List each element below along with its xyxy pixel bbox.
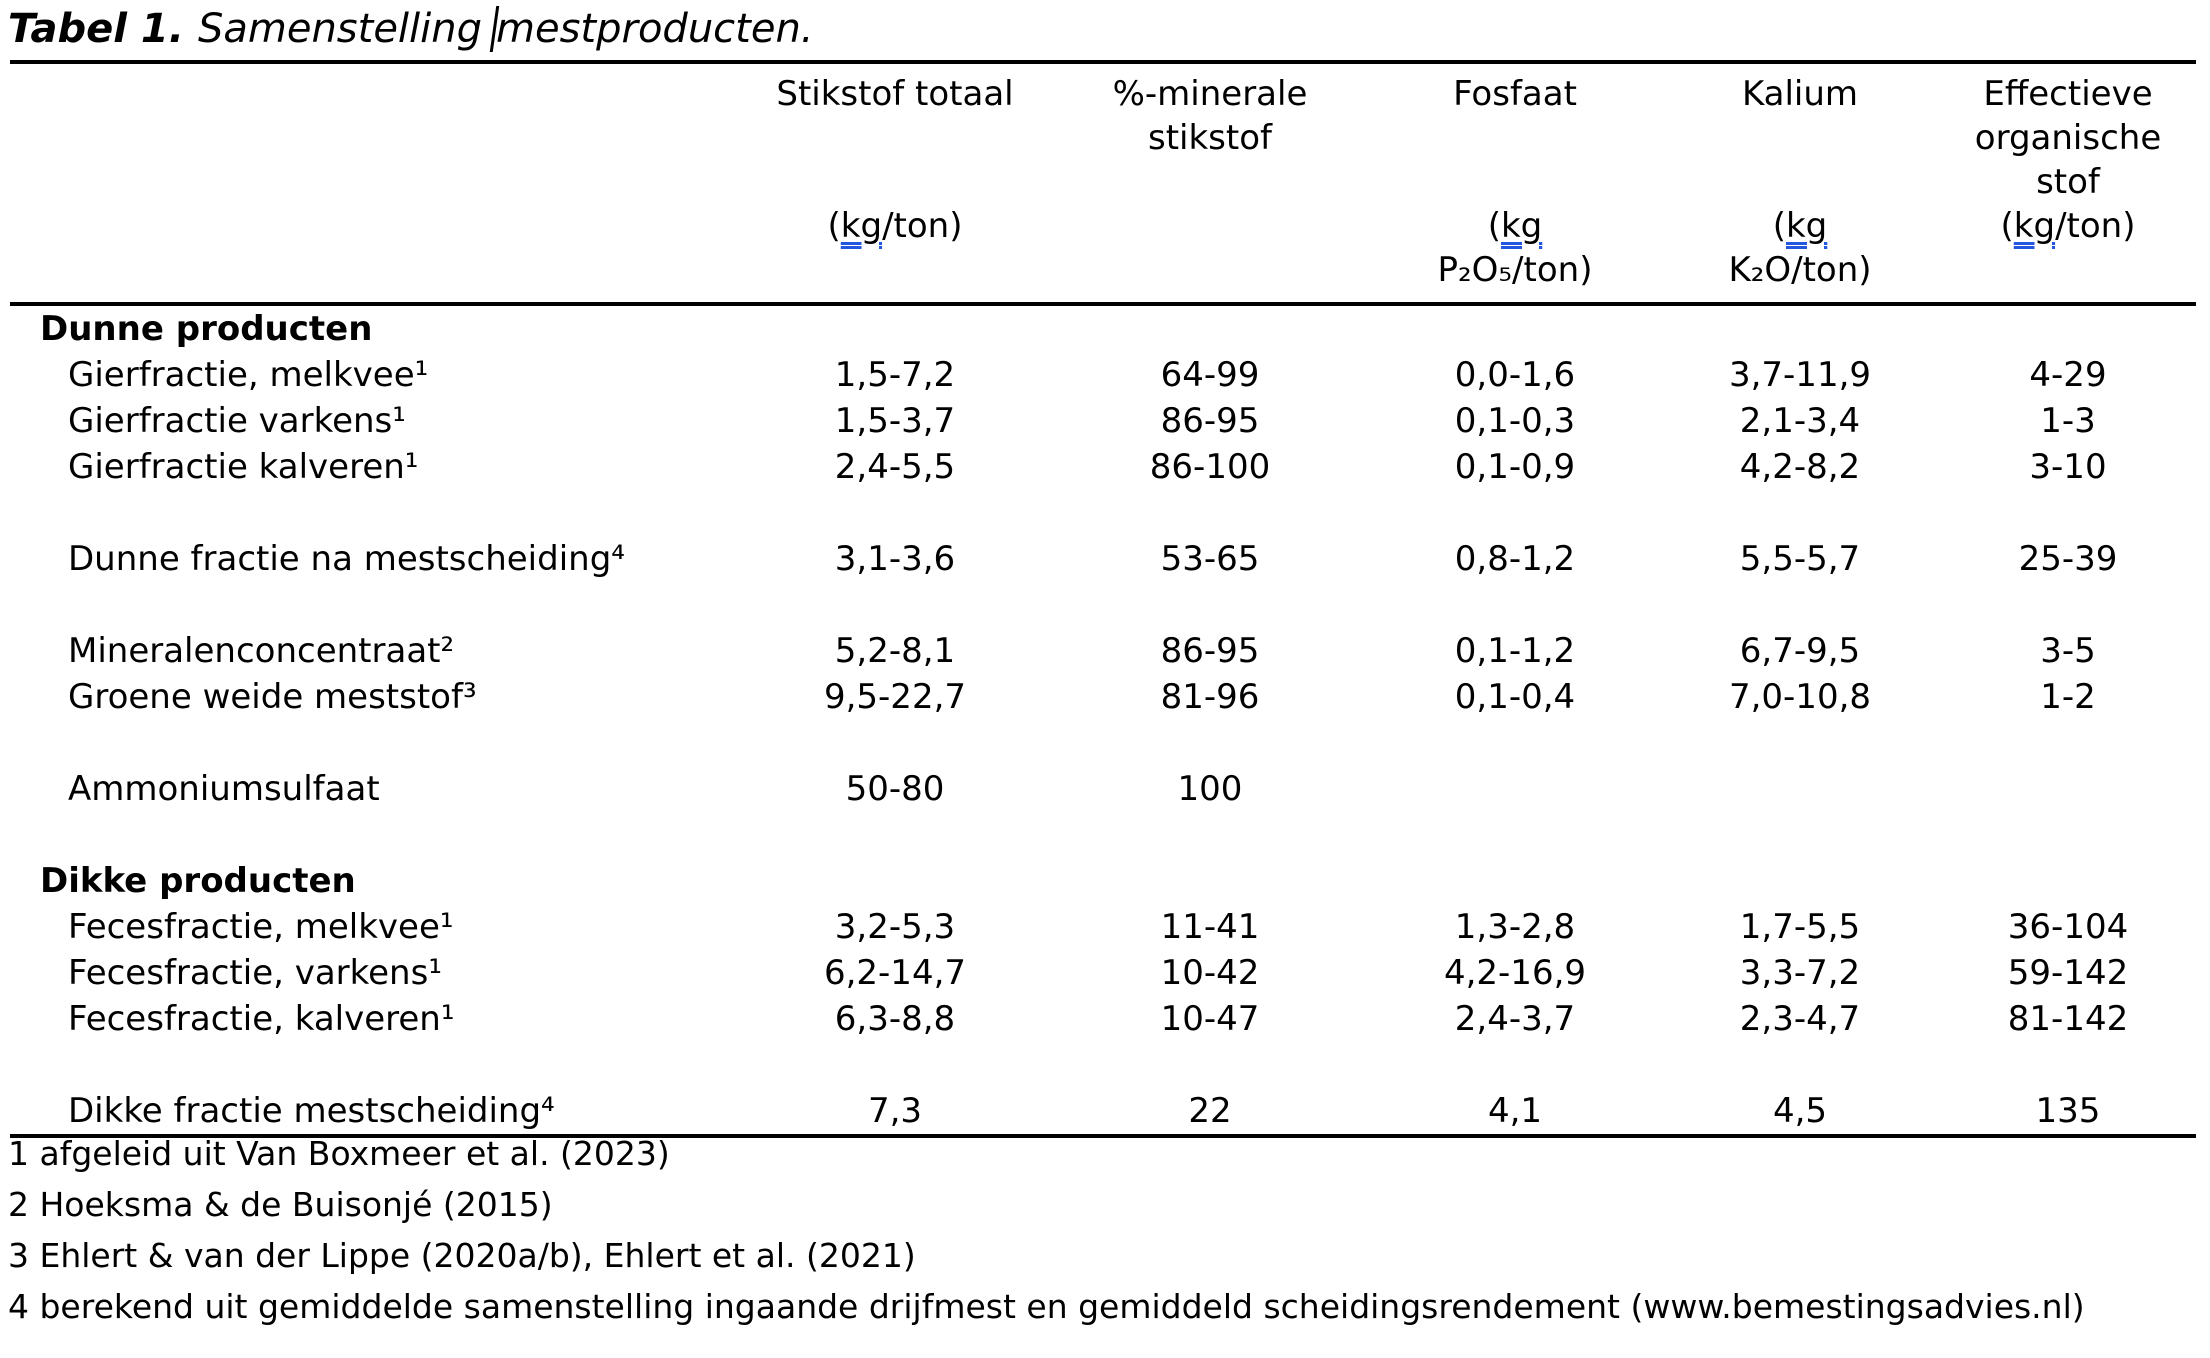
- value-cell: 0,1-0,9: [1454, 446, 1576, 487]
- row-label: Fecesfractie, varkens¹: [68, 952, 442, 993]
- column-unit: [1985, 204, 2151, 248]
- column-unit: [812, 204, 978, 248]
- empty-cells: [10, 1042, 2196, 1088]
- value-cell: 4,2-16,9: [1443, 952, 1587, 993]
- value-cell: 135: [1940, 1088, 2196, 1136]
- value-cell: 1,5-3,7: [834, 400, 956, 441]
- unit-text: (: [1487, 206, 1501, 246]
- column-header-minerale-stikstof: [1050, 62, 1370, 304]
- section-label: Dikke producten: [40, 860, 356, 901]
- row-label: Gierfractie varkens¹: [68, 400, 406, 441]
- column-unit: [1717, 204, 1883, 292]
- table-row: [10, 674, 2196, 720]
- table-row: [10, 766, 2196, 812]
- column-name: Kalium: [1741, 74, 1859, 114]
- row-label: Groene weide meststof³: [68, 676, 477, 717]
- spacer-row: [10, 720, 2196, 766]
- value-cell: 2,4-3,7: [1454, 998, 1576, 1039]
- column-header-effectieve-organische-stof: [1940, 62, 2196, 304]
- footnote-2: 2 Hoeksma & de Buisonjé (2015): [8, 1185, 553, 1224]
- value-cell: 1,5-7,2: [834, 354, 956, 395]
- value-cell: 10-47: [1160, 998, 1260, 1039]
- empty-cells: [10, 720, 2196, 766]
- value-cell: [1940, 766, 2196, 812]
- value-cell: 3,7-11,9: [1728, 354, 1872, 395]
- table-row: [10, 628, 2196, 674]
- value-cell: 7,3: [740, 1088, 1050, 1136]
- value-cell: 10-42: [1160, 952, 1260, 993]
- value-cell: 11-41: [1160, 906, 1260, 947]
- value-cell: 64-99: [1160, 354, 1260, 395]
- row-label: Ammoniumsulfaat: [68, 768, 380, 809]
- unit-text: (: [1772, 206, 1786, 246]
- value-cell: 3-10: [2029, 446, 2107, 487]
- row-label: Mineralenconcentraat²: [68, 630, 455, 671]
- value-cell: 36-104: [2007, 906, 2129, 947]
- value-cell: 2,1-3,4: [1739, 400, 1861, 441]
- value-cell: 1,7-5,5: [1739, 906, 1861, 947]
- section-row-dunne-producten: [10, 304, 2196, 352]
- value-cell: 1,3-2,8: [1454, 906, 1576, 947]
- section-label: Dunne producten: [40, 308, 373, 349]
- column-name: Stikstof totaal: [776, 74, 1014, 114]
- section-row-dikke-producten: [10, 858, 2196, 904]
- column-header-fosfaat: [1370, 62, 1660, 304]
- value-cell: 4,5: [1660, 1088, 1940, 1136]
- value-cell: 5,2-8,1: [834, 630, 956, 671]
- unit-text: (: [2000, 206, 2014, 246]
- row-label: Gierfractie kalveren¹: [68, 446, 419, 487]
- value-cell: 86-95: [1160, 630, 1260, 671]
- value-cell: 0,1-0,3: [1454, 400, 1576, 441]
- composition-table: [10, 60, 2196, 1138]
- value-cell: 5,5-5,7: [1739, 538, 1861, 579]
- empty-cells: [10, 582, 2196, 628]
- value-cell: [1660, 766, 1940, 812]
- spacer-row: [10, 582, 2196, 628]
- value-cell: 4-29: [2029, 354, 2107, 395]
- kg-grammar-underline: kg: [1500, 206, 1543, 246]
- value-cell: 59-142: [2007, 952, 2129, 993]
- footnotes: [8, 1128, 2085, 1332]
- unit-text: /ton): [882, 206, 963, 246]
- kg-grammar-underline: kg: [840, 206, 883, 246]
- value-cell: 6,2-14,7: [823, 952, 967, 993]
- value-cell: 0,1-0,4: [1454, 676, 1576, 717]
- spacer-row: [10, 812, 2196, 858]
- table-caption-text-after: mestproducten.: [496, 6, 814, 52]
- value-cell: 53-65: [1160, 538, 1260, 579]
- value-cell: 50-80: [845, 768, 945, 809]
- value-cell: 81-96: [1160, 676, 1260, 717]
- row-label: Gierfractie, melkvee¹: [68, 354, 429, 395]
- value-cell: 3,1-3,6: [834, 538, 956, 579]
- value-cell: 3,2-5,3: [834, 906, 956, 947]
- column-header-stikstof-totaal: [740, 62, 1050, 304]
- table-row: [10, 536, 2196, 582]
- value-cell: 4,1: [1370, 1088, 1660, 1136]
- row-label-column-header: [10, 62, 740, 304]
- row-label: Fecesfractie, melkvee¹: [68, 906, 454, 947]
- table-body: [10, 304, 2196, 1136]
- unit-text: P₂O₅/ton): [1437, 250, 1593, 290]
- column-name: %-minerale stikstof: [1112, 74, 1308, 158]
- value-cell: 6,7-9,5: [1739, 630, 1861, 671]
- footnote-4: 4 berekend uit gemiddelde samenstelling ingaande drijfmest en gemiddeld scheidingsrendement (www.bemestingsadvies.nl): [8, 1287, 2085, 1326]
- value-cell: 0,1-1,2: [1454, 630, 1576, 671]
- value-cell: 25-39: [2018, 538, 2118, 579]
- value-cell: 86-95: [1160, 400, 1260, 441]
- value-cell: 9,5-22,7: [823, 676, 967, 717]
- table-row: [10, 904, 2196, 950]
- unit-text: (: [827, 206, 841, 246]
- value-cell: 0,0-1,6: [1454, 354, 1576, 395]
- value-cell: 81-142: [2007, 998, 2129, 1039]
- value-cell: 2,3-4,7: [1739, 998, 1861, 1039]
- value-cell: 6,3-8,8: [834, 998, 956, 1039]
- value-cell: 1-3: [2040, 400, 2096, 441]
- table-caption-label: Tabel 1.: [8, 6, 184, 52]
- row-label: Dikke fractie mestscheiding⁴: [10, 1088, 740, 1136]
- table-header: [10, 62, 2196, 304]
- column-unit: [1432, 204, 1598, 292]
- table-row: [10, 950, 2196, 996]
- table-caption: [8, 0, 814, 58]
- row-label: Fecesfractie, kalveren¹: [68, 998, 455, 1039]
- table-caption-text-before: Samenstelling: [197, 6, 483, 52]
- value-cell: 0,8-1,2: [1454, 538, 1576, 579]
- column-name: Effectieve organische stof: [1974, 74, 2162, 202]
- kg-grammar-underline: kg: [2013, 206, 2056, 246]
- row-label: Dunne fractie na mestscheiding⁴: [68, 538, 625, 579]
- value-cell: [1370, 766, 1660, 812]
- unit-text: K₂O/ton): [1728, 250, 1872, 290]
- value-cell: 4,2-8,2: [1739, 446, 1861, 487]
- empty-cells: [10, 812, 2196, 858]
- unit-text: /ton): [2055, 206, 2136, 246]
- value-cell: 22: [1050, 1088, 1370, 1136]
- empty-cells: [740, 304, 2196, 352]
- value-cell: 86-100: [1149, 446, 1271, 487]
- table-row: [10, 996, 2196, 1042]
- kg-grammar-underline: kg: [1785, 206, 1828, 246]
- table-row: [10, 352, 2196, 398]
- column-header-kalium: [1660, 62, 1940, 304]
- empty-cells: [10, 490, 2196, 536]
- table-row: [10, 444, 2196, 490]
- empty-cells: [740, 858, 2196, 904]
- table-row: [10, 398, 2196, 444]
- value-cell: 1-2: [2040, 676, 2096, 717]
- value-cell: 3,3-7,2: [1739, 952, 1861, 993]
- value-cell: 100: [1177, 768, 1243, 809]
- column-name: Fosfaat: [1453, 74, 1577, 114]
- value-cell: 3-5: [2040, 630, 2096, 671]
- header-row: [10, 62, 2196, 304]
- footnote-1: 1 afgeleid uit Van Boxmeer et al. (2023): [8, 1134, 670, 1173]
- spacer-row: [10, 490, 2196, 536]
- spacer-row: [10, 1042, 2196, 1088]
- footnote-3: 3 Ehlert & van der Lippe (2020a/b), Ehlert et al. (2021): [8, 1236, 916, 1275]
- value-cell: 2,4-5,5: [834, 446, 956, 487]
- value-cell: 7,0-10,8: [1728, 676, 1872, 717]
